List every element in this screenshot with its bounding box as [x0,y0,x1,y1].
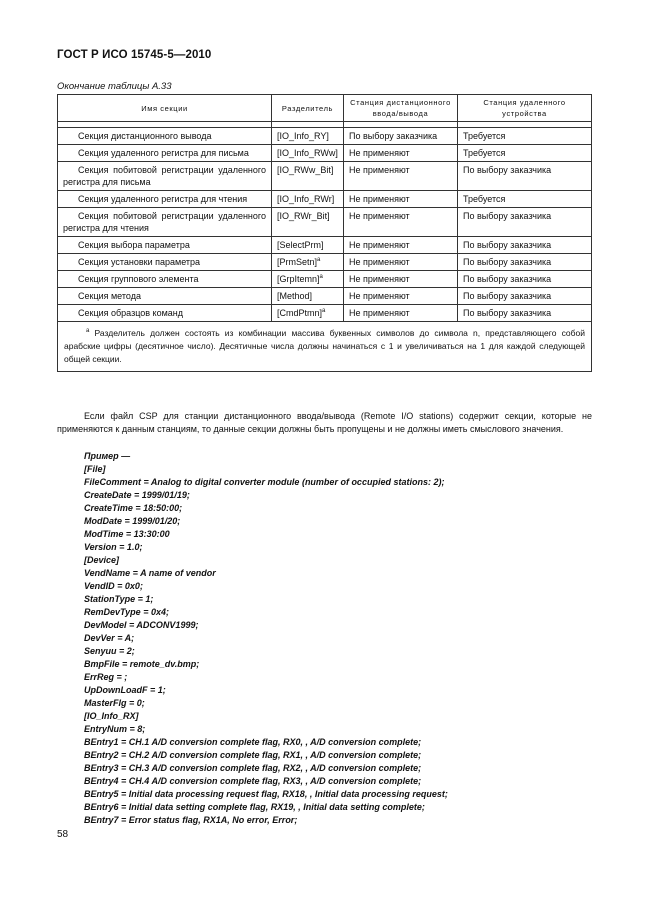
table-row [58,128,592,145]
separator-cell: [SelectPrm] [272,237,344,254]
remote-device-cell: Требуется [458,145,592,162]
section-name-cell: Секция установки параметра [58,254,272,271]
remote-io-cell: Не применяют [344,237,458,254]
section-name-cell: Секция выбора параметра [58,237,272,254]
code-line: [IO_Info_RX] [84,711,139,721]
code-line: Senyuu = 2; [84,646,135,656]
table-row [58,288,592,305]
remote-io-cell: Не применяют [344,288,458,305]
code-line: BEntry7 = Error status flag, RX1A, No error, Error; [84,815,298,825]
footnote-mark: a [317,257,321,263]
code-line: Version = 1.0; [84,542,143,552]
code-line: VendID = 0x0; [84,581,143,591]
code-line: ErrReg = ; [84,672,128,682]
table-footnote: $^a$ Разделитель должен состоять из комбинации массива буквенных символов до символа n, представляющего собой арабские цифры (десятичное число). Десятичные числа должны начинаться с 1 и увеличиваться на 1 для каждой следующей общей секции. [58,322,592,372]
remote-device-cell: По выбору заказчика [458,237,592,254]
table-row [58,208,592,237]
remote-io-cell: Не применяют [344,305,458,322]
separator-cell: [IO_RWw_Bit] [272,162,344,191]
header-section-name: Имя секции [58,95,272,122]
table-caption: Окончание таблицы А.33 [57,81,172,92]
code-line: [Device] [84,555,120,565]
remote-device-cell: По выбору заказчика [458,271,592,288]
code-line: ModTime = 13:30:00 [84,529,170,539]
separator-cell: [IO_RWr_Bit] [272,208,344,237]
section-name-cell: Секция удаленного регистра для чтения [58,191,272,208]
section-name-cell: Секция дистанционного вывода [58,128,272,145]
section-name-cell: Секция побитовой регистрации удаленного регистра для письма [58,162,272,191]
sections-table [57,94,592,372]
code-line: RemDevType = 0x4; [84,607,169,617]
remote-io-cell: Не применяют [344,208,458,237]
code-line: CreateTime = 18:50:00; [84,503,183,513]
table-row [58,305,592,322]
remote-device-cell: По выбору заказчика [458,305,592,322]
code-line: BEntry6 = Initial data setting complete flag, RX19, , Initial data setting complete; [84,802,425,812]
separator-cell: [CmdPtmn]$^a$ [272,305,344,322]
separator-cell: [IO_Info_RWr] [272,191,344,208]
code-line: BEntry5 = Initial data processing request flag, RX18, , Initial data processing request; [84,789,448,799]
table-row [58,254,592,271]
remote-device-cell: По выбору заказчика [458,208,592,237]
code-line: BEntry1 = CH.1 A/D conversion complete flag, RX0, , A/D conversion complete; [84,737,422,747]
section-name-cell: Секция метода [58,288,272,305]
code-line: MasterFlg = 0; [84,698,145,708]
section-name-cell: Секция группового элемента [58,271,272,288]
remote-device-cell: Требуется [458,128,592,145]
header-remote-device: Станция удаленного устройства [458,95,592,122]
remote-device-cell: По выбору заказчика [458,288,592,305]
table-footnote-row [58,322,592,372]
header-remote-io: Станция дистанционного ввода/вывода [344,95,458,122]
code-line: FileComment = Analog to digital converter module (number of occupied stations: 2); [84,477,445,487]
remote-io-cell: Не применяют [344,162,458,191]
section-name-cell: Секция удаленного регистра для письма [58,145,272,162]
code-line: ModDate = 1999/01/20; [84,516,181,526]
remote-io-cell: Не применяют [344,271,458,288]
remote-io-cell: Не применяют [344,191,458,208]
document-header: ГОСТ Р ИСО 15745-5—2010 [57,49,212,61]
code-example [84,450,448,827]
separator-cell: [IO_Info_RY] [272,128,344,145]
footnote-mark: a [86,328,90,334]
code-line: BmpFile = remote_dv.bmp; [84,659,200,669]
separator-cell: [Method] [272,288,344,305]
code-line: BEntry4 = CH.4 A/D conversion complete flag, RX3, , A/D conversion complete; [84,776,422,786]
page-number: 58 [57,829,69,840]
header-separator: Разделитель [272,95,344,122]
code-line: CreateDate = 1999/01/19; [84,490,190,500]
body-paragraph: Если файл CSP для станции дистанционного ввода/вывода (Remote I/O stations) содержит секции, которые не применяются к данным станциям, то данные секции должны быть пропущены и не должны иметь смыслового значения. [57,411,592,434]
table-row [58,162,592,191]
remote-device-cell: Требуется [458,191,592,208]
code-line: DevVer = A; [84,633,135,643]
table-header-row [58,95,592,122]
separator-cell: [GrpItemn]$^a$ [272,271,344,288]
table-row [58,145,592,162]
table-row [58,271,592,288]
code-line: Пример — [84,451,131,461]
table-row [58,191,592,208]
code-line: EntryNum = 8; [84,724,146,734]
table-row [58,237,592,254]
code-line: BEntry2 = CH.2 A/D conversion complete flag, RX1, , A/D conversion complete; [84,750,422,760]
footnote-mark: a [322,308,326,314]
code-line: BEntry3 = CH.3 A/D conversion complete flag, RX2, , A/D conversion complete; [84,763,422,773]
remote-device-cell: По выбору заказчика [458,254,592,271]
footnote-mark: a [319,274,323,280]
separator-cell: [IO_Info_RWw] [272,145,344,162]
remote-io-cell: Не применяют [344,145,458,162]
code-line: StationType = 1; [84,594,154,604]
code-line: VendName = A name of vendor [84,568,216,578]
section-name-cell: Секция побитовой регистрации удаленного регистра для чтения [58,208,272,237]
remote-io-cell: По выбору заказчика [344,128,458,145]
code-line: [File] [84,464,106,474]
code-line: UpDownLoadF = 1; [84,685,166,695]
separator-cell: [PrmSetn]$^a$ [272,254,344,271]
remote-io-cell: Не применяют [344,254,458,271]
code-line: DevModel = ADCONV1999; [84,620,199,630]
remote-device-cell: По выбору заказчика [458,162,592,191]
section-name-cell: Секция образцов команд [58,305,272,322]
